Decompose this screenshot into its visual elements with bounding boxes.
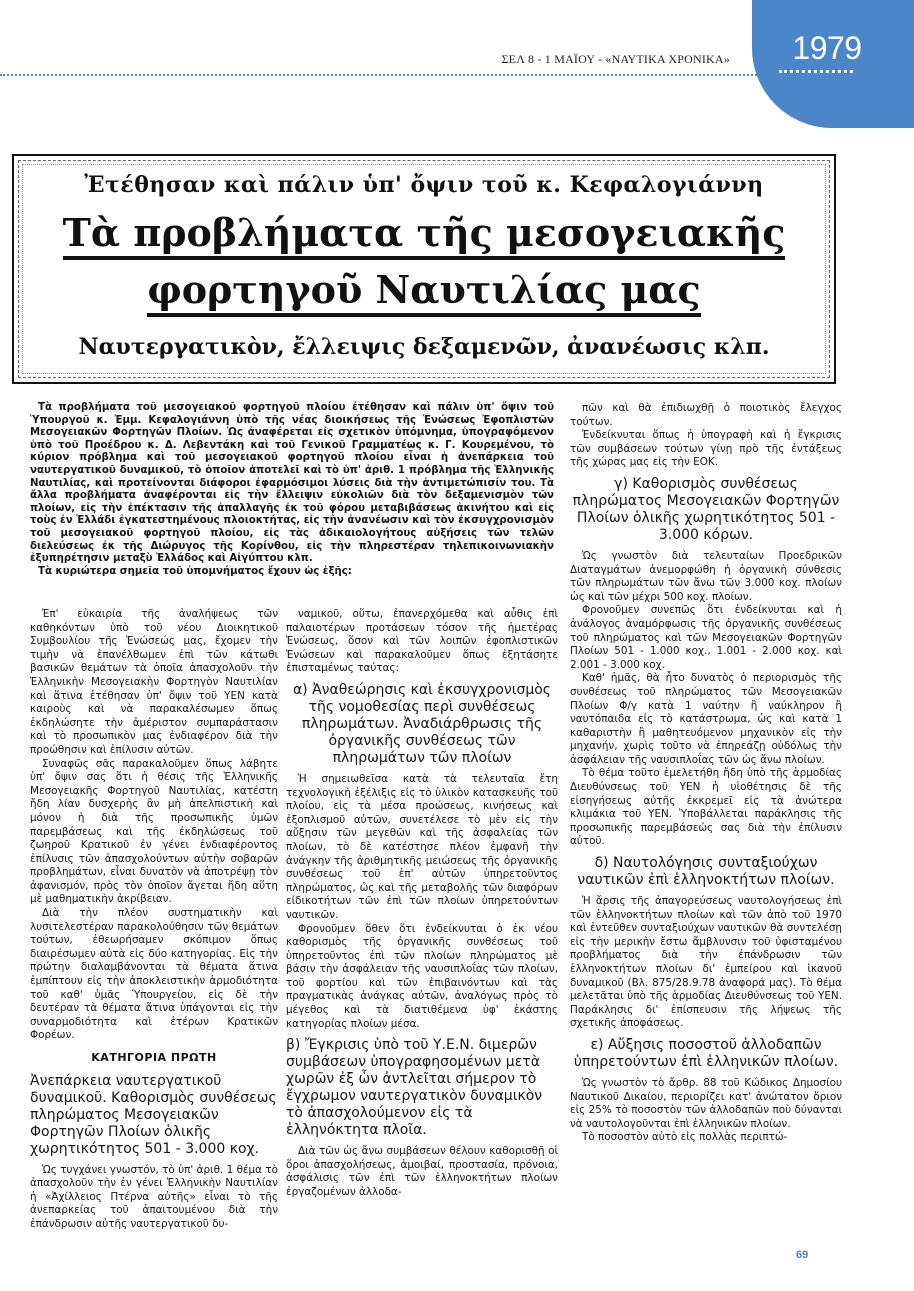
category-heading: ΚΑΤΗΓΟΡΙΑ ΠΡΩΤΗ <box>91 1051 217 1064</box>
subheading: Ἀνεπάρκεια ναυτεργατικοῦ δυναμικοῦ. Καθορισμὸς συνθέσεως πληρώματος Μεσογειακῶν Φορτηγῶν Πλοίων ὁλικῆς χωρητικότητος 501 - 3.000 κοχ. <box>30 1072 277 1157</box>
paragraph: Διὰ τὴν πλέον συστηματικὴν καὶ λυσιτελεστέραν παρακολούθησιν τῶν θεμάτων τούτων, ἐθεωρήσαμεν σκόπιμον ὅπως διαιρέσωμεν αὐτὰ εἰς δύο κατηγορίας. Εἰς τὴν πρώτην διαλαμβάνονται τὰ θέματα ἅτινα ἐμπίπτουν εἰς τὴν ἀποκλειστικὴν ἁρμοδιότητα τοῦ καθ' ὑμᾶς Ὑπουργείου, εἰς δὲ τὴν δευτέραν τὰ θέματα ἅτινα ὑπάγονται εἰς τὴν συναρμοδιότητα καὶ ἑτέρων Κρατικῶν Φορέων. <box>30 907 278 1042</box>
headline-kicker: Ἐτέθησαν καὶ πάλιν ὑπ' ὄψιν τοῦ κ. Κεφαλογιάννη <box>84 172 764 198</box>
header-dotted-rule <box>0 74 760 76</box>
paragraph: Συναφῶς σᾶς παρακαλοῦμεν ὅπως λάβητε ὑπ' ὄψιν σας ὅτι ἡ θέσις τῆς Ἑλληνικῆς Μεσογειακῆς Φορτηγοῦ Ναυτιλίας, κατέστη ἤδη λίαν δυσχερὴς ἂν μὴ ἀπελπιστικὴ καὶ μόνον ἡ διὰ τῆς προσωπικῆς ὑμῶν παρεμβάσεως καὶ τῆς ἐκδηλώσεως τοῦ ζωηροῦ Κρατικοῦ ἐν γένει ἐνδιαφέροντος ἐπίλυσις τῶν ἀπασχολούντων αὐτὴν σοβαρῶν προβλημάτων, εἶναι δυνατὸν νὰ ἀποτρέψῃ τὸν ἀφανισμόν, πρὸς τὸν ὁποῖον ἄγεται ἤδη αὕτη μὲ μαθηματικὴν ἀκρίβειαν. <box>30 757 278 906</box>
column-1 <box>30 608 278 1232</box>
paragraph: Ἐνδείκνυται ὅπως ἡ ὑπογραφὴ καὶ ἡ ἔγκρισις τῶν συμβάσεων τούτων γίνῃ πρὸ τῆς ἐντάξεως τῆς χώρας μας εἰς τὴν ΕΟΚ. <box>570 429 842 469</box>
paragraph: Τὸ θέμα τοῦτο ἐμελετήθη ἤδη ὑπὸ τῆς ἁρμοδίας Διευθύνσεως τοῦ ΥΕΝ ἡ υἱοθέτησις δὲ τῆς εἰσηγήσεως αὐτῆς ἐκκρεμεῖ εἰς τὰ ἀνώτερα κλιμάκια τοῦ ΥΕΝ. Ὑποβάλλεται παράκλησις τῆς προσωπικῆς παρεμβάσεώς σας διὰ τὴν ἐπίλυσιν αὐτοῦ. <box>570 767 842 848</box>
headline-title-1 <box>14 210 834 255</box>
subheading: δ) Ναυτολόγησις συνταξιούχων ναυτικῶν ἐπὶ ἑλληνοκτήτων πλοίων. <box>577 855 835 889</box>
column-2 <box>286 608 558 1200</box>
paragraph: Ὡς γνωστὸν διὰ τελευταίων Προεδρικῶν Διαταγμάτων ἀνεμορφώθη ἡ ὀργανικὴ σύνθεσις τῶν πληρωμάτων τῶν ἄνω τῶν 3.000 κοχ. πλοίων ὡς καὶ τῶν μέχρι 500 κοχ. πλοίων. <box>570 549 842 603</box>
year-label: 1979 <box>792 30 862 66</box>
subheading: β) Ἔγκρισις ὑπὸ τοῦ Υ.Ε.Ν. διμερῶν συμβάσεων ὑπογραφησομένων μετὰ χωρῶν ἐξ ὧν ἀντλεῖται σήμερον τὸ ἔγχρωμον ναυτεργατικὸν δυναμικὸν τὸ ἀπασχολούμενον εἰς τὰ ἑλληνόκτητα πλοῖα. <box>286 1037 543 1139</box>
paragraph: Ἐπ' εὐκαιρία τῆς ἀναλήψεως τῶν καθηκόντων ὑπὸ τοῦ νέου Διοικητικοῦ Συμβουλίου τῆς Ἑνώσεώς μας, ἔχομεν τὴν τιμὴν νὰ ἐπανέλθωμεν ἐπὶ τῶν κάτωθι βασικῶν θεμάτων τὰ ὁποῖα ἀπασχολοῦν τὴν Ἑλληνικὴν Μεσογειακὴν Φορτηγὸν Ναυτιλίαν καὶ ἅτινα ἐτέθησαν ὑπ' ὄψιν τοῦ ΥΕΝ κατὰ καιροὺς καὶ νὰ παρακαλέσωμεν ὅπως ἐκδηλώσητε τὴν ἀμέριστον συμπαράστασιν καὶ τὸ προσωπικὸν μας ἐνδιαφέρον διὰ τὴν προώθησιν καὶ ἐπίλυσιν αὐτῶν. <box>30 608 278 756</box>
headline-box <box>12 154 836 384</box>
paragraph: Τὸ ποσοστὸν αὐτὸ εἰς πολλὰς περιπτώ- <box>582 1131 788 1144</box>
paragraph: πῶν καὶ θὰ ἐπιδιωχθῇ ὁ ποιοτικὸς ἔλεγχος τούτων. <box>570 402 842 428</box>
year-dots <box>779 70 853 73</box>
headline-title-2-text: φορτηγοῦ Ναυτιλίας μας <box>147 267 700 317</box>
paragraph: Ἡ ἄρσις τῆς ἀπαγορεύσεως ναυτολογήσεως ἐπὶ τῶν ἑλληνοκτήτων πλοίων καὶ τῶν ἀπὸ τοῦ 1970 καὶ ἐντεῦθεν συνταξιούχων ναυτικῶν θὰ συντελέσῃ εἰς τὴν μερικὴν ἔστω ἄμβλυνσιν τοῦ ὑφισταμένου προβλήματος διὰ τὴν ἐπάνδρωσιν τῶν ἑλληνοκτήτων πλοίων δι' ἐμπείρου καὶ ἱκανοῦ δυναμικοῦ (Βλ. 875/28.9.78 ἀναφορά μας). Τὸ θέμα μελετᾶται ὑπὸ τῆς ἁρμοδίας Διευθύνσεως τοῦ ΥΕΝ. Παράκλησις δι' ἐπίσπευσιν τῆς λήψεως τῆς σχετικῆς ἀποφάσεως. <box>570 895 842 1030</box>
intro-paragraph: Τὰ προβλήματα τοῦ μεσογειακοῦ φορτηγοῦ πλοίου ἐτέθησαν καὶ πάλιν ὑπ' ὄψιν τοῦ Ὑπουργοῦ κ. Ἐμμ. Κεφαλογιάννη ὑπὸ τῆς νέας διοικήσεως τῆς Ἑνώσεως Ἐφοπλιστῶν Μεσογειακῶν Φορτηγῶν Πλοίων. Ὡς ἀναφέρεται εἰς σχετικὸν ὑπόμνημα, ὑπογραφόμενον ὑπὸ τοῦ Προέδρου κ. Δ. Λεβεντάκη καὶ τοῦ Γενικοῦ Γραμματέως κ. Γ. Κουρεμένου, τὸ κύριον πρόβλημα καὶ τοῦ μεσογειακοῦ φορτηγοῦ πλοίου εἶναι ἡ ἀνεπάρκεια τοῦ ναυτεργατικοῦ δυναμικοῦ, τὸ ὁποῖον ἀποτελεῖ καὶ τὸ ὑπ' ἀριθ. 1 πρόβλημα τῆς Ἑλληνικῆς Ναυτιλίας, καὶ προτείνονται διάφοροι ἐφαρμόσιμοι λύσεις διὰ τὴν ἀντιμετώπισίν του. Τὰ ἄλλα προβλήματα ἀναφέρονται εἰς τὴν ἔλλειψιν εὐκολιῶν διὰ τὸν δεξαμενισμὸν τῶν πλοίων, εἰς τὴν ἐπέκτασιν τῆς ἀπαλλαγῆς ἐκ τοῦ φόρου μεταβιβάσεως ἀκινήτου καὶ εἰς τοὺς ἐν Ἑλλάδι ἐγκατεστημένους πλοιοκτήτας, εἰς τὴν ἀνανέωσιν καὶ τὸν ἐκσυγχρονισμὸν τοῦ μεσογειακοῦ φορτηγοῦ πλοίου, εἰς τὰς ἀδικαιολογήτους αὐξήσεις τῶν τελῶν διελεύσεως ἐκ τῆς Διώρυγος τῆς Κορίνθου, εἰς τὴν πληρεστέραν τηλεπικοινωνιακὴν ἐξυπηρέτησιν μεταξὺ Ἑλλάδος καὶ Αἰγύπτου κλπ. <box>30 402 554 565</box>
paragraph: Ἡ σημειωθεῖσα κατὰ τὰ τελευταῖα ἔτη τεχνολογικὴ ἐξέλιξις εἰς τὸ ὑλικὸν κατασκευῆς τοῦ πλοίου, εἰς τὰ μέσα προώσεως, κινήσεως καὶ ἐξοπλισμοῦ αὐτῶν, συνετέλεσε τὸ μὲν εἰς τὴν αὔξησιν τῶν μεγεθῶν καὶ τῆς ἀσφαλείας τῶν πλοίων, τὸ δὲ κατέστησε πλέον ἐμφανῆ τὴν ἀνάγκην τῆς ἀριθμητικῆς μειώσεως τῆς ὀργανικῆς συνθέσεως τοῦ ἐπ' αὐτῶν ὑπηρετοῦντος πληρώματος, ὡς καὶ τῆς μεταβολῆς τῶν διαφόρων εἰδικοτήτων τῶν ἐπὶ τῶν πλοίων ὑπηρετούντων ναυτικῶν. <box>286 772 558 921</box>
intro-paragraph: Τὰ κυριώτερα σημεῖα τοῦ ὑπομνήματος ἔχουν ὡς ἑξῆς: <box>38 565 352 577</box>
subheading: ε) Αὔξησις ποσοστοῦ ἀλλοδαπῶν ὑπηρετούντων ἐπὶ ἑλληνικῶν πλοίων. <box>573 1036 839 1070</box>
headline-title-2 <box>14 267 834 312</box>
intro-text <box>30 402 554 578</box>
paragraph: Φρονοῦμεν συνεπῶς ὅτι ἐνδείκνυται καὶ ἡ ἀνάλογος ἀναμόρφωσις τῆς ὀργανικῆς συνθέσεως τοῦ πληρώματος καὶ τῶν Μεσογειακῶν Φορτηγῶν Πλοίων 501 - 1.000 κοχ., 1.001 - 2.000 κοχ. καὶ 2.001 - 3.000 κοχ. <box>570 604 842 671</box>
headline-title-1-text: Τὰ προβλήματα τῆς μεσογειακῆς <box>63 210 786 260</box>
paragraph: ναμικοῦ, οὕτω, ἐπανερχόμεθα καὶ αὖθις ἐπὶ παλαιοτέρων προτάσεων τόσον τῆς ἡμετέρας Ἑνώσεως, ὅσον καὶ τῶν λοιπῶν ἐφοπλιστικῶν Ἑνώσεων καὶ παρακαλοῦμεν ὅπως ἐξητάσητε ἐπισταμένως ταύτας: <box>286 608 558 675</box>
paragraph: Καθ' ἡμᾶς, θὰ ἦτο δυνατὸς ὁ περιορισμὸς τῆς συνθέσεως τοῦ πληρώματος τῶν Μεσογειακῶν Πλοίων Φ/γ κατὰ 1 ναύτην ἢ ναύκληρον ἢ ναυτόπαιδα εἰς τὸ κατάστρωμα, ὡς καὶ κατὰ 1 καθαριστὴν ἢ μαθητευόμενον μηχανικὸν εἰς τὴν μηχανήν, χωρὶς τοῦτο νὰ ἐπηρεάζῃ οὐδόλως τὴν ἀσφάλειαν τῆς ναυσιπλοΐας τῶν ὡς ἄνω πλοίων. <box>570 672 842 766</box>
headline-subtitle: Ναυτεργατικὸν, ἔλλειψις δεξαμενῶν, ἀνανέωσις κλπ. <box>78 334 770 360</box>
running-header: ΣΕΛ 8 - 1 ΜΑΪΟΥ - «ΝΑΥΤΙΚΑ ΧΡΟΝΙΚΑ» <box>501 52 730 66</box>
subheading: α) Ἀναθεώρησις καὶ ἐκσυγχρονισμὸς τῆς νομοθεσίας περὶ συνθέσεως πληρωμάτων. Ἀναδιάρθρωσις τῆς ὀργανικῆς συνθέσεως τῶν πληρωμάτων τῶν πλοίων <box>292 681 552 766</box>
paragraph: Φρονοῦμεν ὅθεν ὅτι ἐνδείκνυται ὁ ἐκ νέου καθορισμὸς τῆς ὀργανικῆς συνθέσεως τοῦ ὑπηρετοῦντος ἐπὶ τῶν πλοίων πληρώματος μὲ βάσιν τὴν ἀσφάλειαν τῆς ναυσιπλοΐας τῶν πλοίων, τοῦ φορτίου καὶ τῶν ἐπιβαινόντων καὶ τὰς πραγματικὰς ἀνάγκας αὐτῶν, ἀναλόγως πρὸς τὸ μέγεθος καὶ τὰ διατιθέμενα ὑφ' ἑκάστης κατηγορίας πλοίων μέσα. <box>286 922 558 1030</box>
paragraph: Διὰ τῶν ὡς ἄνω συμβάσεων θέλουν καθορισθῇ οἱ ὅροι ἀπασχολήσεως, ἀμοιβαί, προστασία, πρόνοια, ἀσφάλισις τῶν ἐπὶ τῶν ἑλληνοκτήτων πλοίων ἐργαζομένων ἀλλοδα- <box>286 1145 558 1199</box>
paragraph: Ὡς γνωστὸν τὸ ἄρθρ. 88 τοῦ Κώδικος Δημοσίου Ναυτικοῦ Δικαίου, περιορίζει κατ' ἀνώτατον ὅριον εἰς 25% τὸ ποσοστὸν τῶν ἀλλοδαπῶν ποὺ δύνανται νὰ ναυτολογοῦνται ἐπὶ ἑλληνικῶν πλοίων. <box>570 1076 842 1130</box>
subheading: γ) Καθορισμὸς συνθέσεως πληρώματος Μεσογειακῶν Φορτηγῶν Πλοίων ὁλικῆς χωρητικότητος 501 - 3.000 κόρων. <box>572 475 840 543</box>
page-number: 69 <box>796 1249 809 1261</box>
column-3 <box>570 402 842 1145</box>
paragraph: Ὡς τυγχάνει γνωστόν, τὸ ὑπ' ἀριθ. 1 θέμα τὸ ἀπασχολοῦν τὴν ἐν γένει Ἑλληνικὴν Ναυτιλίαν ἡ «Ἀχίλλειος Πτέρνα αὐτῆς» εἶναι τὸ τῆς ἀνεπαρκείας τοῦ ἀπαιτουμένου διὰ τὴν ἐπάνδρωσιν αὐτῆς ναυτεργατικοῦ δυ- <box>30 1163 278 1230</box>
